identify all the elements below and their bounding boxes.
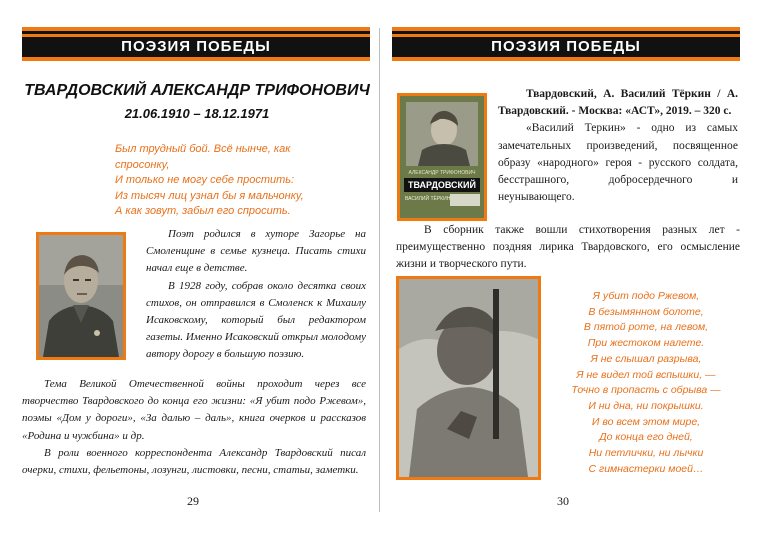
author-portrait-photo	[36, 232, 126, 360]
page-gutter	[379, 28, 380, 512]
poem-line: Я не видел той вспышки, —	[576, 368, 716, 381]
book-cover-author: АЛЕКСАНДР ТРИФОНОВИЧ	[408, 170, 476, 176]
bio-beside-photo	[146, 226, 366, 364]
collection-note-block	[396, 222, 740, 274]
book-annotation: «Василий Теркин» - одно из самых замечательных произведений, посвященное образу «народного» героя - русского солдата, бесстрашного, добросердечного и неунывающего.	[498, 122, 738, 204]
book-description	[498, 86, 738, 206]
poem-line: Точно в пропасть с обрыва —	[571, 384, 721, 397]
right-header-ribbon	[392, 27, 740, 61]
page-number-left: 29	[187, 494, 199, 508]
book-cover-image	[397, 93, 487, 221]
book-cover-subtitle: ВАСИЛИЙ ТЁРКИН	[405, 196, 451, 202]
book-cover-label	[450, 194, 480, 206]
poem-line: В пятой роте, на левом,	[583, 321, 709, 334]
poem-line: Ни петлички, ни лычки	[588, 447, 704, 460]
bio-paragraph: В роли военного корреспондента Александр Твардовский писал очерки, стихи, фельетоны, лозунги, листовки, песни, статьи, заметки.	[22, 446, 366, 477]
author-name: ТВАРДОВСКИЙ АЛЕКСАНДР ТРИФОНОВИЧ	[24, 82, 370, 99]
bio-paragraph: Тема Великой Отечественной войны проходит через все творчество Твардовского до конца его жизни: «Я убит подо Ржевом», поэмы «Дом у дороги», «За далью – даль», книга очерков и рассказов «Родина и чужбина» и др.	[22, 378, 366, 442]
bio-full-width	[22, 376, 366, 479]
epigraph-line: Был трудный бой. Всё нынче, как	[115, 143, 291, 155]
soldier-photo	[396, 276, 541, 480]
epigraph-line: Из тысяч лиц узнал бы я мальчонку,	[115, 189, 304, 202]
poem-line: Я убит подо Ржевом,	[592, 290, 700, 302]
poem-line: И ни дна, ни покрышки.	[588, 399, 704, 412]
poem-line: С гимнастерки моей…	[588, 462, 704, 475]
page-number-right: 30	[557, 494, 569, 508]
book-cover-title: ТВАРДОВСКИЙ	[404, 178, 480, 192]
right-header-title: ПОЭЗИЯ ПОБЕДЫ	[491, 38, 641, 55]
epigraph-line: спросонку,	[115, 158, 170, 171]
epigraph	[115, 142, 355, 220]
life-dates: 21.06.1910 – 18.12.1971	[124, 106, 270, 121]
poem-line: И во всем этом мире,	[591, 415, 701, 428]
poem-line: Я не слышал разрыва,	[590, 352, 702, 365]
bio-paragraph: В 1928 году, собрав около десятка своих стихов, он отправился в Смоленск к Михаилу Исаковскому, который был редактором газеты. Именно Исаковский открыл молодому автору дорогу в большую поэзию.	[146, 279, 366, 361]
left-header-title: ПОЭЗИЯ ПОБЕДЫ	[121, 38, 271, 55]
poem-line: При жестоком налете.	[587, 337, 705, 350]
left-page	[0, 0, 378, 537]
left-header-ribbon	[22, 27, 370, 61]
book-cover-photo	[406, 102, 478, 166]
right-page	[384, 0, 760, 537]
epigraph-line: А как зовут, забыл его спросить.	[115, 205, 291, 218]
epigraph-line: И только не могу себе простить:	[115, 174, 295, 187]
bibliographic-record: Твардовский, А. Василий Тёркин / А. Твардовский. - Москва: «АСТ», 2019. – 320 с.	[498, 88, 738, 118]
poem-line: В безымянном болоте,	[588, 305, 704, 318]
collection-note: В сборник также вошли стихотворения разных лет - преимущественно поздняя лирика Твардовского, его осмысление жизни и творческого пути.	[396, 224, 740, 271]
poem-excerpt	[556, 289, 736, 477]
poem-line: До конца его дней,	[599, 431, 693, 444]
bio-paragraph: Поэт родился в хуторе Загорье на Смоленщине в семье кузнеца. Писать стихи начал еще в детстве.	[146, 228, 366, 275]
